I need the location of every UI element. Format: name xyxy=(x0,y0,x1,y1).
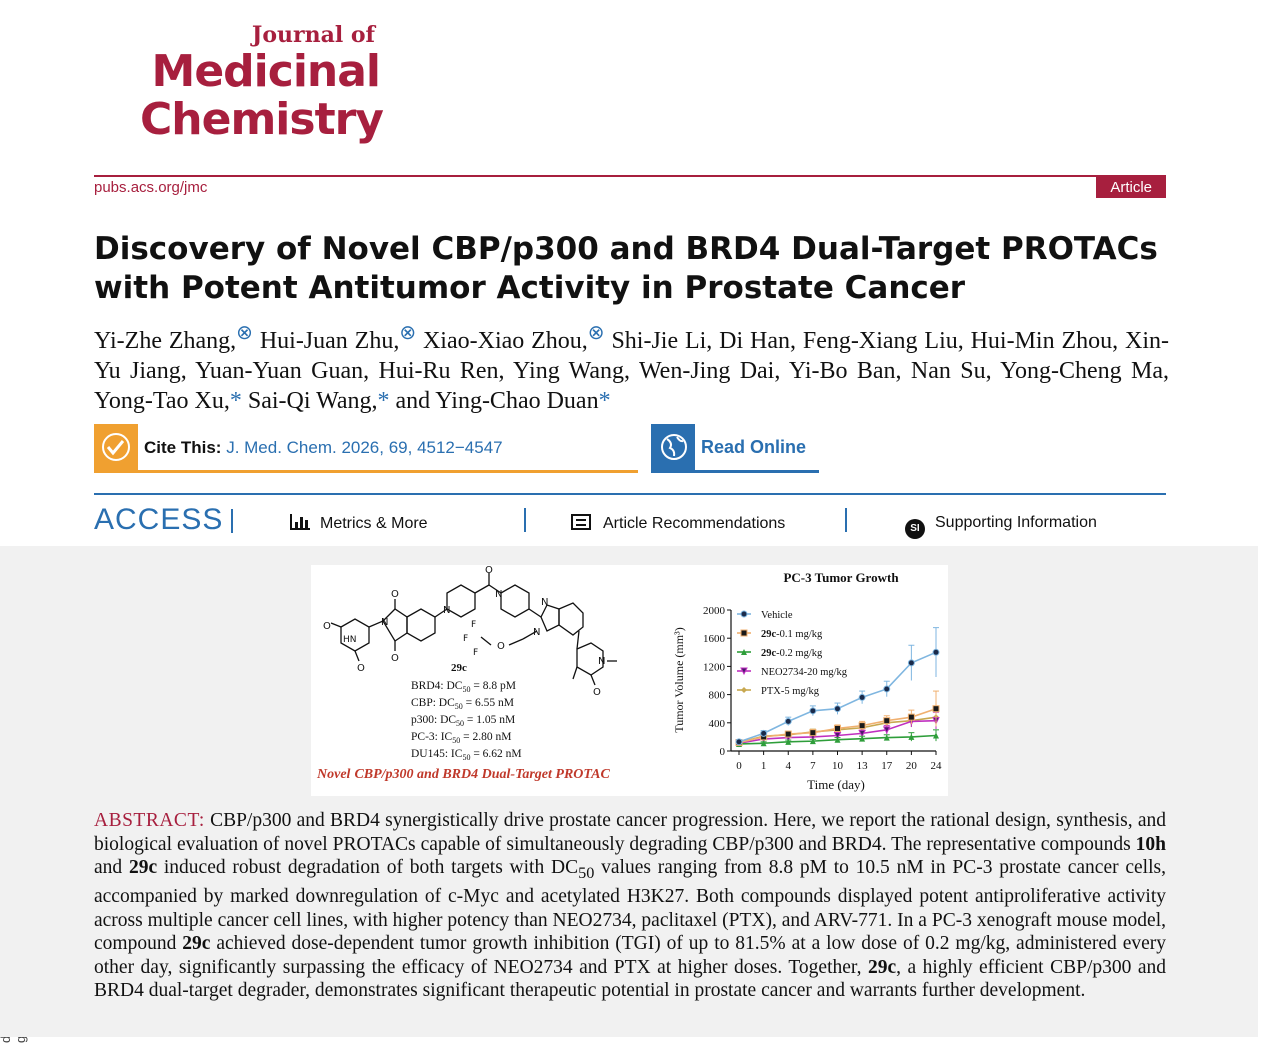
svg-text:O: O xyxy=(357,663,365,674)
caption-novel: Novel xyxy=(317,767,351,782)
legend-entry xyxy=(737,686,820,697)
x-axis-label: Time (day) xyxy=(807,777,865,792)
metrics-label: Metrics & More xyxy=(320,515,428,532)
read-online-label: Read Online xyxy=(701,437,807,457)
x-tick-label: 4 xyxy=(785,760,791,772)
author-list xyxy=(94,318,1169,416)
read-online-button[interactable] xyxy=(651,424,819,473)
data-point xyxy=(908,660,914,666)
data-point xyxy=(741,687,747,693)
abstract-segment: values ranging from 8.8 pM to 10.5 nM in PC-3 prostate cancer cells, accompanied by marked downregulation of c-Myc and acetylated H3K27. Both compounds displayed potent antiproliferative activity across multiple cancer cell lines, with higher potency than NEO2734, paclitaxel (PTX), and ARV-771. In a PC-3 xenograft mouse model, compound xyxy=(94,857,1166,955)
author-group[interactable]: Shi-Jie Li, Di Han, Feng-Xiang Liu, Hui-Min Zhou, xyxy=(611,328,1119,354)
x-tick-label: 0 xyxy=(736,760,742,772)
equal-contribution-icon: ⊗ xyxy=(399,322,417,344)
svg-text:O: O xyxy=(391,589,399,600)
svg-text:N: N xyxy=(533,627,541,638)
svg-text:O: O xyxy=(593,687,601,698)
data-point xyxy=(785,718,791,724)
corresponding-author-icon[interactable]: * xyxy=(377,388,390,414)
svg-text:F: F xyxy=(463,634,469,644)
data-point xyxy=(859,694,865,700)
svg-text:F: F xyxy=(471,620,477,630)
data-point xyxy=(835,725,841,731)
abstract-segment: achieved dose-dependent tumor growth inhibition (TGI) of up to 81.5% at a low dose of 0.2 mg/kg, administered every other day, significantly surpassing the efficacy of NEO2734 and PTX at higher doses. Together, xyxy=(94,933,1166,978)
corresponding-author-icon[interactable]: * xyxy=(229,388,242,414)
author[interactable]: and Ying-Chao Duan xyxy=(395,388,599,414)
molecule-structure xyxy=(323,565,617,698)
data-point xyxy=(741,630,747,636)
activity-value: PC-3: $IC_{50} = 2.80$ nM xyxy=(411,731,512,745)
access-bar xyxy=(94,493,1166,548)
supporting-label: Supporting Information xyxy=(935,514,1097,531)
chart-title: PC-3 Tumor Growth xyxy=(783,570,899,585)
legend-label: 29c-0.1 mg/kg xyxy=(761,629,823,640)
data-point xyxy=(761,730,767,736)
x-tick-label: 10 xyxy=(832,760,843,772)
tumor-growth-chart xyxy=(672,570,942,792)
subscript: 50 xyxy=(578,863,595,882)
svg-text:O: O xyxy=(485,565,493,576)
si-icon: SI xyxy=(905,519,925,539)
logo-line-3: Chemistry xyxy=(140,94,383,145)
equal-contribution-icon: ⊗ xyxy=(236,322,253,344)
y-tick-label: 800 xyxy=(708,689,725,702)
legend-label: 29c-0.2 mg/kg xyxy=(761,648,823,659)
article-type-badge: Article xyxy=(1096,177,1166,198)
activity-value: BRD4: $DC_{50} = 8.8$ pM xyxy=(411,680,516,694)
data-point xyxy=(810,708,816,714)
x-tick-label: 20 xyxy=(905,760,917,772)
x-tick-label: 24 xyxy=(930,760,942,772)
svg-text:N: N xyxy=(495,589,503,600)
y-tick-label: 400 xyxy=(708,717,725,730)
supporting-information-button[interactable] xyxy=(905,514,1097,539)
activity-value: p300: $DC_{50} = 1.05$ nM xyxy=(411,714,516,728)
cite-label: Cite This: xyxy=(144,438,222,457)
data-point xyxy=(908,714,914,720)
toc-caption xyxy=(316,767,611,782)
abstract-label: ABSTRACT: xyxy=(94,810,205,831)
logo-line-1: Journal of xyxy=(251,22,375,48)
data-point xyxy=(884,686,890,692)
activity-value: DU145: $IC_{50} = 6.62$ nM xyxy=(411,748,522,762)
journal-url-link[interactable]: pubs.acs.org/jmc xyxy=(94,179,208,196)
data-point xyxy=(736,739,742,745)
y-tick-label: 1200 xyxy=(703,661,725,674)
svg-text:O: O xyxy=(323,621,331,632)
abstract-text xyxy=(94,809,1166,1003)
svg-text:HN: HN xyxy=(343,635,357,645)
equal-contribution-icon: ⊗ xyxy=(587,322,605,344)
y-tick-label: 2000 xyxy=(703,605,725,617)
data-point xyxy=(835,706,841,712)
access-label: ACCESS xyxy=(94,503,224,536)
logo-line-2: Medicinal xyxy=(151,46,380,97)
journal-logo[interactable] xyxy=(140,22,383,145)
activity-value: CBP: $DC_{50} = 6.55$ nM xyxy=(411,697,515,711)
corresponding-author-icon[interactable]: * xyxy=(598,388,611,414)
citation-reference[interactable]: J. Med. Chem. 2026, 69, 4512−4547 xyxy=(226,438,503,457)
legend-label: PTX-5 mg/kg xyxy=(761,686,820,697)
svg-text:N: N xyxy=(541,597,549,608)
article-title: Discovery of Novel CBP/p300 and BRD4 Dual-Target PROTACs with Potent Antitumor Activity in Prostate Cancer xyxy=(94,231,1158,306)
data-point xyxy=(884,718,890,724)
author[interactable]: Xiao-Xiao Zhou, xyxy=(422,328,588,354)
legend-label: NEO2734-20 mg/kg xyxy=(761,667,848,678)
compound-ref[interactable]: 10h xyxy=(1135,833,1166,855)
data-point xyxy=(810,730,816,736)
legend-entry xyxy=(737,629,823,640)
metrics-more-button[interactable] xyxy=(290,514,428,533)
x-tick-label: 7 xyxy=(810,760,816,772)
author[interactable]: Hui-Juan Zhu, xyxy=(259,328,400,354)
abstract-segment: induced robust degradation of both targets with DC xyxy=(157,857,579,878)
document-list-icon xyxy=(571,514,591,530)
globe-icon xyxy=(651,424,695,470)
divider xyxy=(524,508,526,532)
svg-text:N: N xyxy=(443,605,451,616)
journal-header-bar xyxy=(94,175,1166,199)
recommendations-label: Article Recommendations xyxy=(603,515,786,532)
activity-list xyxy=(411,680,522,762)
x-tick-label: 17 xyxy=(881,760,893,772)
cite-this-button[interactable] xyxy=(94,424,638,473)
svg-text:O: O xyxy=(497,641,505,652)
author[interactable]: Yi-Zhe Zhang, xyxy=(94,328,237,354)
author-group[interactable]: Xin-Yu Jiang, Yuan-Yuan Guan, Hui-Ru Ren, Ying Wang, Wen-Jing Dai, Yi-Bo Ban, Nan Su, xyxy=(94,328,1170,384)
caption-rest: CBP/p300 and BRD4 Dual-Target PROTAC xyxy=(354,767,610,782)
compound-ref[interactable]: 29c xyxy=(867,956,897,978)
legend-label: Vehicle xyxy=(761,610,793,621)
svg-text:N: N xyxy=(381,617,389,628)
svg-text:F: F xyxy=(473,648,479,658)
data-point xyxy=(859,723,865,729)
toc-graphic[interactable] xyxy=(311,565,948,796)
y-axis-label: Tumor Volume (mm³) xyxy=(672,627,686,733)
y-tick-label: 1600 xyxy=(703,633,725,646)
compound-label: 29c xyxy=(451,662,467,674)
author[interactable]: Sai-Qi Wang, xyxy=(247,388,378,414)
article-recommendations-button[interactable] xyxy=(571,514,785,533)
data-point xyxy=(933,706,939,712)
svg-text:O: O xyxy=(391,653,399,664)
compound-ref[interactable]: 29c xyxy=(182,933,211,955)
x-tick-label: 13 xyxy=(856,760,868,772)
y-tick-label: 0 xyxy=(719,746,725,758)
svg-text:N: N xyxy=(598,656,606,667)
abstract-segment: CBP/p300 and BRD4 synergistically drive prostate cancer progression. Here, we report the rational design, synthesis, and biological evaluation of novel PROTACs capable of simultaneously degrading CBP/p300 and BRD4. The representative compounds xyxy=(94,810,1166,855)
legend-entry xyxy=(737,648,823,659)
data-point xyxy=(933,649,939,655)
x-tick-label: 1 xyxy=(760,760,767,772)
toc-svg xyxy=(311,565,948,796)
legend-entry xyxy=(737,610,793,621)
author-group[interactable]: Yong-Cheng Ma, Yong-Tao Xu, xyxy=(94,358,1170,414)
abstract-segment: and xyxy=(94,857,129,878)
data-point xyxy=(785,731,791,737)
data-point xyxy=(741,611,747,617)
divider xyxy=(845,508,847,532)
abstract-segment: , a highly efficient CBP/p300 and BRD4 dual-target degrader, demonstrates significant therapeutic potential in prostate cancer and warrants further development. xyxy=(94,956,1167,1002)
checkmark-icon xyxy=(94,424,138,470)
compound-ref[interactable]: 29c xyxy=(128,857,158,878)
bar-chart-icon xyxy=(290,514,310,530)
legend-entry xyxy=(737,667,848,678)
